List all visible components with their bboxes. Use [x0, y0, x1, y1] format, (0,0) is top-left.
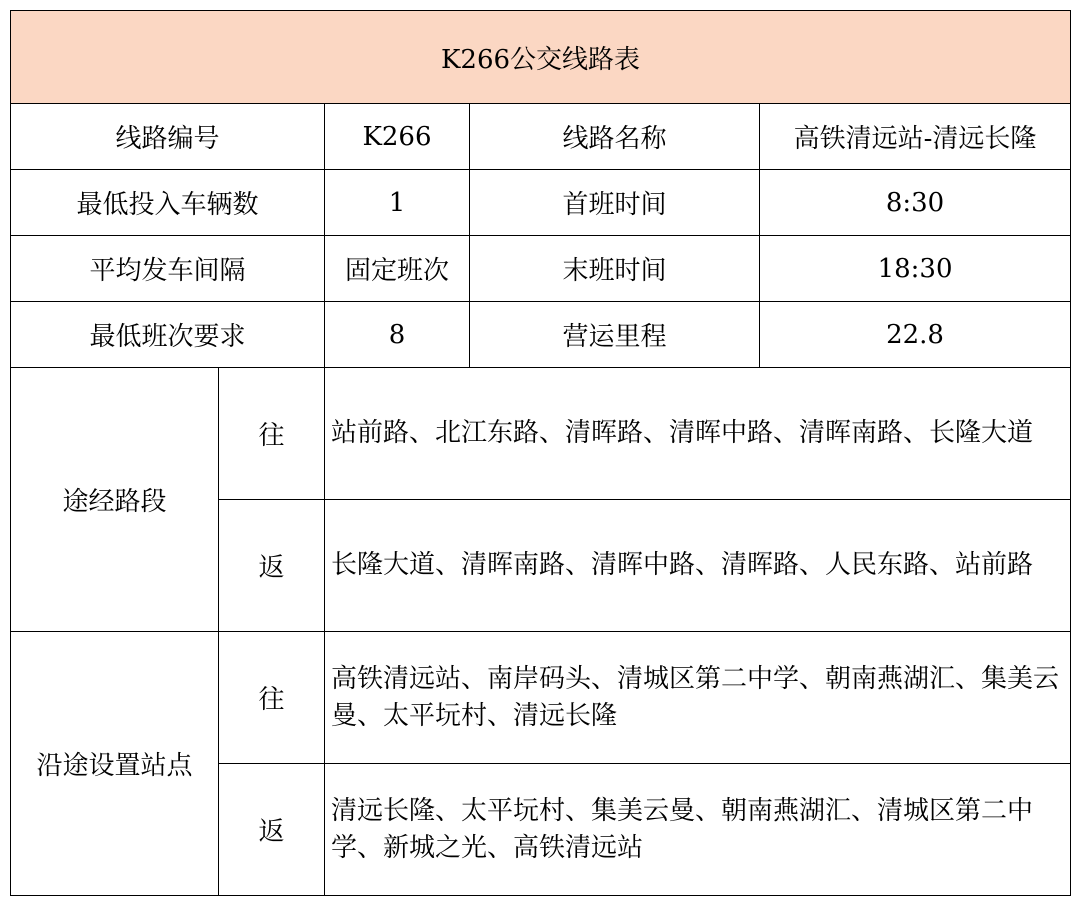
stops-outbound-label: 往 [219, 632, 325, 764]
via-roads-return-value: 长隆大道、清晖南路、清晖中路、清晖路、人民东路、站前路 [325, 500, 1071, 632]
first-bus-label: 首班时间 [470, 170, 760, 236]
via-roads-outbound-row [11, 368, 1071, 500]
stops-outbound-value: 高铁清远站、南岸码头、清城区第二中学、朝南燕湖汇、集美云曼、太平坃村、清远长隆 [325, 632, 1071, 764]
mileage-value: 22.8 [760, 302, 1071, 368]
via-roads-outbound-value: 站前路、北江东路、清晖路、清晖中路、清晖南路、长隆大道 [325, 368, 1071, 500]
table-title: K266公交线路表 [11, 11, 1071, 104]
last-bus-label: 末班时间 [470, 236, 760, 302]
route-name-label: 线路名称 [470, 104, 760, 170]
first-bus-value: 8:30 [760, 170, 1071, 236]
min-vehicles-label: 最低投入车辆数 [11, 170, 325, 236]
stops-return-value: 清远长隆、太平坃村、集美云曼、朝南燕湖汇、清城区第二中学、新城之光、高铁清远站 [325, 764, 1071, 896]
stops-return-label: 返 [219, 764, 325, 896]
info-row-route-number [11, 104, 1071, 170]
route-number-value: K266 [325, 104, 470, 170]
min-trips-label: 最低班次要求 [11, 302, 325, 368]
info-row-min-trips [11, 302, 1071, 368]
info-row-vehicles [11, 170, 1071, 236]
via-roads-outbound-label: 往 [219, 368, 325, 500]
min-trips-value: 8 [325, 302, 470, 368]
via-roads-label: 途经路段 [11, 368, 219, 632]
via-roads-return-label: 返 [219, 500, 325, 632]
stops-label: 沿途设置站点 [11, 632, 219, 896]
stops-outbound-row [11, 632, 1071, 764]
mileage-label: 营运里程 [470, 302, 760, 368]
bus-route-table [10, 10, 1071, 896]
route-number-label: 线路编号 [11, 104, 325, 170]
min-vehicles-value: 1 [325, 170, 470, 236]
avg-interval-label: 平均发车间隔 [11, 236, 325, 302]
avg-interval-value: 固定班次 [325, 236, 470, 302]
last-bus-value: 18:30 [760, 236, 1071, 302]
route-name-value: 高铁清远站-清远长隆 [760, 104, 1071, 170]
info-row-interval [11, 236, 1071, 302]
